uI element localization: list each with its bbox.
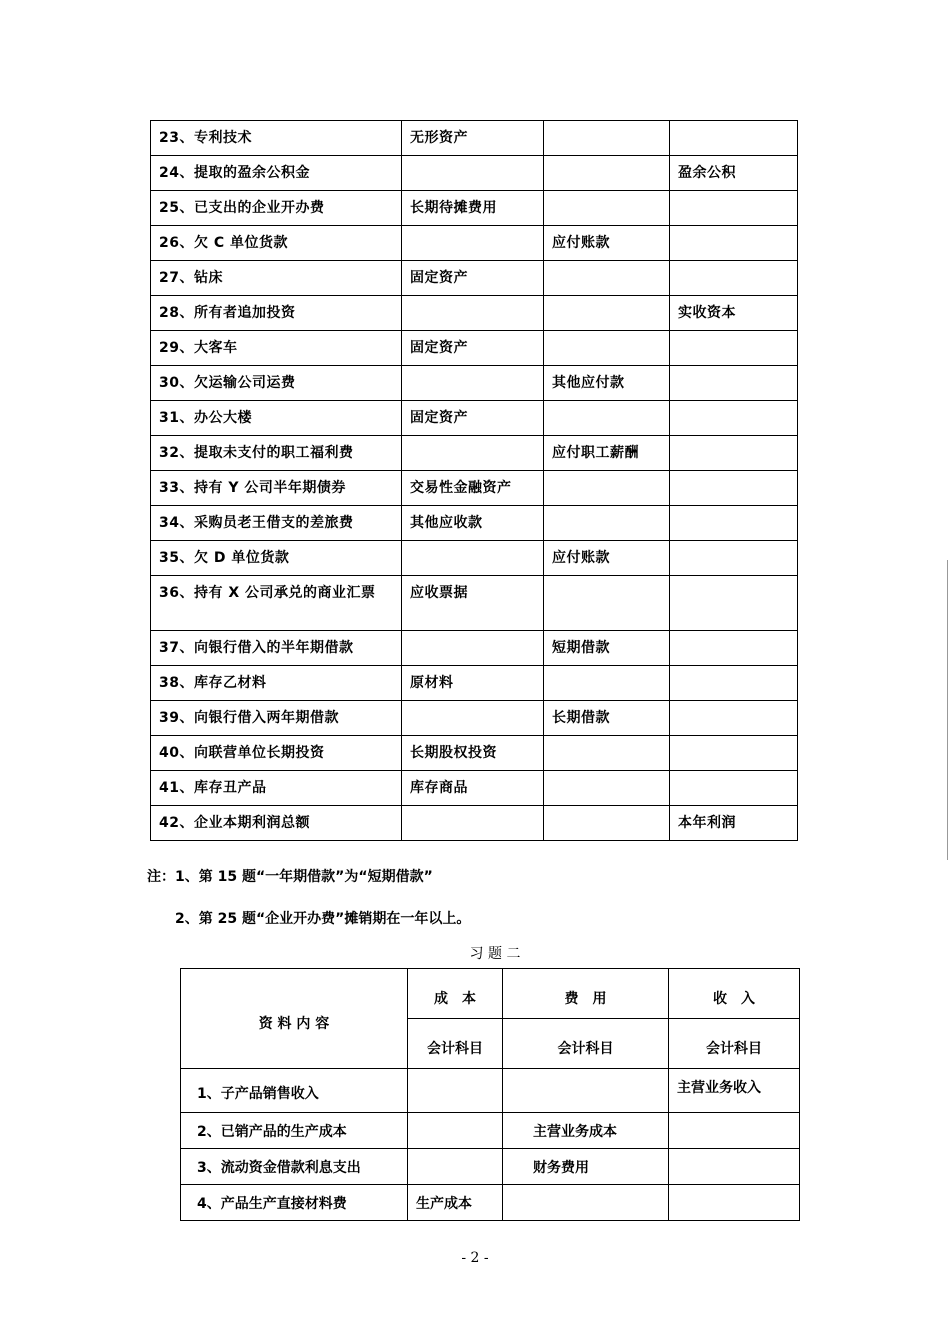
table-cell: 1、子产品销售收入 bbox=[181, 1069, 408, 1113]
table-cell bbox=[669, 1149, 800, 1185]
table-row bbox=[151, 121, 798, 156]
note-2: 2、第 25 题“企业开办费”摊销期在一年以上。 bbox=[175, 911, 471, 927]
table-row bbox=[151, 191, 798, 226]
table-cell: 固定资产 bbox=[402, 261, 544, 296]
table-cell: 无形资产 bbox=[402, 121, 544, 156]
table-cell: 41、库存丑产品 bbox=[151, 771, 402, 806]
table-cell bbox=[670, 261, 798, 296]
table-cell bbox=[670, 121, 798, 156]
table-cell bbox=[408, 1069, 503, 1113]
table-cell bbox=[544, 156, 670, 191]
table-cell: 33、持有 Y 公司半年期债券 bbox=[151, 471, 402, 506]
table-row bbox=[151, 261, 798, 296]
exercise-two-table bbox=[180, 968, 800, 1221]
table-cell: 3、流动资金借款利息支出 bbox=[181, 1149, 408, 1185]
table-cell: 长期待摊费用 bbox=[402, 191, 544, 226]
table-cell bbox=[544, 576, 670, 631]
table-cell: 其他应付款 bbox=[544, 366, 670, 401]
table-cell: 29、大客车 bbox=[151, 331, 402, 366]
table-cell: 实收资本 bbox=[670, 296, 798, 331]
table-cell: 35、欠 D 单位货款 bbox=[151, 541, 402, 576]
table-cell: 应付职工薪酬 bbox=[544, 436, 670, 471]
cost-header: 成 本 bbox=[408, 969, 503, 1019]
table-cell bbox=[670, 506, 798, 541]
table-cell: 27、钻床 bbox=[151, 261, 402, 296]
table-cell bbox=[402, 631, 544, 666]
note-1: 注：1、第 15 题“一年期借款”为“短期借款” bbox=[147, 869, 433, 885]
table-row bbox=[181, 1185, 800, 1221]
table-row bbox=[151, 506, 798, 541]
table-cell bbox=[408, 1113, 503, 1149]
table-row bbox=[151, 471, 798, 506]
table-cell: 财务费用 bbox=[503, 1149, 669, 1185]
table-cell: 36、持有 X 公司承兑的商业汇票 bbox=[151, 576, 402, 631]
page-number: - 2 - bbox=[461, 1250, 489, 1266]
table-cell: 25、已支出的企业开办费 bbox=[151, 191, 402, 226]
table-cell bbox=[670, 436, 798, 471]
table-row bbox=[151, 736, 798, 771]
table-cell bbox=[503, 1185, 669, 1221]
table-cell: 固定资产 bbox=[402, 401, 544, 436]
table-cell: 交易性金融资产 bbox=[402, 471, 544, 506]
table-cell bbox=[544, 121, 670, 156]
income-header: 收 入 bbox=[669, 969, 800, 1019]
table-cell bbox=[670, 366, 798, 401]
table-cell bbox=[402, 156, 544, 191]
table-cell bbox=[402, 366, 544, 401]
section-title: 习 题 二 bbox=[469, 946, 521, 962]
table-cell bbox=[670, 226, 798, 261]
table-row bbox=[151, 401, 798, 436]
table-cell bbox=[670, 541, 798, 576]
table-cell bbox=[408, 1149, 503, 1185]
table-row bbox=[151, 541, 798, 576]
table-cell bbox=[670, 401, 798, 436]
table-cell: 23、专利技术 bbox=[151, 121, 402, 156]
table-cell bbox=[544, 401, 670, 436]
table-cell: 31、办公大楼 bbox=[151, 401, 402, 436]
table-cell bbox=[544, 506, 670, 541]
income-subheader: 会计科目 bbox=[669, 1019, 800, 1069]
table-cell: 生产成本 bbox=[408, 1185, 503, 1221]
cost-subheader: 会计科目 bbox=[408, 1019, 503, 1069]
table-cell bbox=[402, 541, 544, 576]
table-cell bbox=[402, 806, 544, 841]
table-row bbox=[151, 156, 798, 191]
table-row bbox=[151, 331, 798, 366]
table-cell: 37、向银行借入的半年期借款 bbox=[151, 631, 402, 666]
table-row bbox=[151, 226, 798, 261]
table-cell: 主营业务收入 bbox=[669, 1069, 800, 1113]
table-cell: 26、欠 C 单位货款 bbox=[151, 226, 402, 261]
table-cell bbox=[670, 701, 798, 736]
content-header: 资 料 内 容 bbox=[181, 969, 408, 1069]
table-cell: 盈余公积 bbox=[670, 156, 798, 191]
table-row bbox=[151, 701, 798, 736]
table-row bbox=[181, 1149, 800, 1185]
table-cell bbox=[544, 261, 670, 296]
table-cell: 24、提取的盈余公积金 bbox=[151, 156, 402, 191]
table-cell bbox=[402, 436, 544, 471]
table-cell bbox=[544, 806, 670, 841]
table-cell bbox=[402, 226, 544, 261]
table-cell: 短期借款 bbox=[544, 631, 670, 666]
table-row bbox=[181, 1069, 800, 1113]
table-cell bbox=[670, 331, 798, 366]
table-cell bbox=[544, 296, 670, 331]
table-cell bbox=[670, 631, 798, 666]
table-cell bbox=[402, 296, 544, 331]
table-cell: 固定资产 bbox=[402, 331, 544, 366]
table-cell: 42、企业本期利润总额 bbox=[151, 806, 402, 841]
table-cell bbox=[544, 771, 670, 806]
table-cell: 28、所有者追加投资 bbox=[151, 296, 402, 331]
table-cell: 32、提取未支付的职工福利费 bbox=[151, 436, 402, 471]
table-cell bbox=[669, 1113, 800, 1149]
table-row bbox=[151, 296, 798, 331]
table-cell: 本年利润 bbox=[670, 806, 798, 841]
table-cell bbox=[670, 576, 798, 631]
table-cell bbox=[670, 471, 798, 506]
table-cell bbox=[402, 701, 544, 736]
account-classification-table bbox=[150, 120, 798, 841]
table-row bbox=[151, 666, 798, 701]
table-cell: 应付账款 bbox=[544, 541, 670, 576]
table-cell: 39、向银行借入两年期借款 bbox=[151, 701, 402, 736]
table-cell: 4、产品生产直接材料费 bbox=[181, 1185, 408, 1221]
table-cell bbox=[544, 191, 670, 226]
table-cell bbox=[670, 191, 798, 226]
table-row bbox=[151, 631, 798, 666]
table-row bbox=[151, 806, 798, 841]
table-cell: 38、库存乙材料 bbox=[151, 666, 402, 701]
table-cell: 30、欠运输公司运费 bbox=[151, 366, 402, 401]
table-cell: 2、已销产品的生产成本 bbox=[181, 1113, 408, 1149]
table-cell bbox=[544, 666, 670, 701]
table-cell: 长期借款 bbox=[544, 701, 670, 736]
table-cell: 40、向联营单位长期投资 bbox=[151, 736, 402, 771]
table-cell: 长期股权投资 bbox=[402, 736, 544, 771]
page-edge-line bbox=[947, 560, 948, 860]
table-row bbox=[151, 771, 798, 806]
table-cell: 库存商品 bbox=[402, 771, 544, 806]
table-cell bbox=[670, 666, 798, 701]
expense-subheader: 会计科目 bbox=[503, 1019, 669, 1069]
table-cell: 应收票据 bbox=[402, 576, 544, 631]
table-cell: 主营业务成本 bbox=[503, 1113, 669, 1149]
table-cell: 应付账款 bbox=[544, 226, 670, 261]
table-cell bbox=[670, 771, 798, 806]
table-cell bbox=[669, 1185, 800, 1221]
table-cell bbox=[544, 736, 670, 771]
table-cell: 34、采购员老王借支的差旅费 bbox=[151, 506, 402, 541]
table-cell bbox=[544, 331, 670, 366]
table-cell: 原材料 bbox=[402, 666, 544, 701]
table-row bbox=[181, 1113, 800, 1149]
expense-header: 费 用 bbox=[503, 969, 669, 1019]
table-cell bbox=[503, 1069, 669, 1113]
table-cell bbox=[544, 471, 670, 506]
table-row bbox=[151, 576, 798, 631]
table-row bbox=[151, 436, 798, 471]
table-cell bbox=[670, 736, 798, 771]
table-cell: 其他应收款 bbox=[402, 506, 544, 541]
table-row bbox=[151, 366, 798, 401]
